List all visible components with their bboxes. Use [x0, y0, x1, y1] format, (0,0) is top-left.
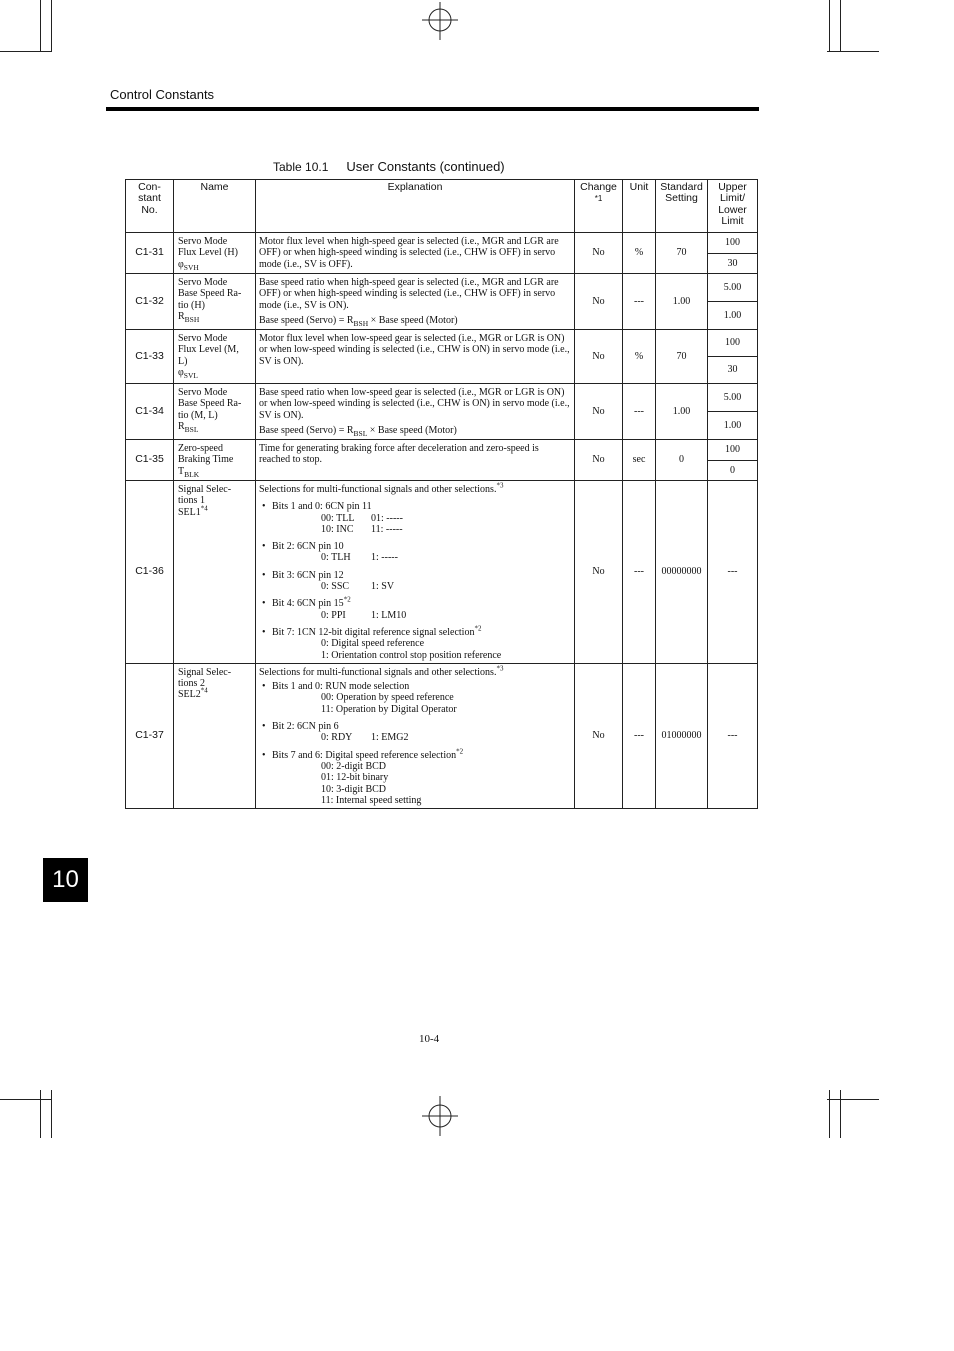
- col-change: Change *1: [575, 180, 623, 233]
- constant-no: C1-32: [126, 274, 174, 330]
- constant-no: C1-36: [126, 481, 174, 664]
- header-rule: [106, 107, 759, 111]
- unit-value: ---: [623, 663, 656, 808]
- upper-limit: 100: [708, 233, 757, 254]
- standard-value: 0: [656, 440, 708, 481]
- upper-limit: 5.00: [708, 384, 757, 412]
- explanation: Base speed ratio when low-speed gear is selected (i.e., MGR or LGR is ON) or when low-speed winding is selected (i.e., CHW is ON) in servo mode (i.e., SV is ON). Base speed (Servo) = $R_{BSL}$ × Base speed (Motor): [256, 384, 575, 440]
- standard-value: 01000000: [656, 663, 708, 808]
- constant-name: Signal Selec- tions 2 SEL2$^{*4}$: [174, 663, 256, 808]
- lower-limit: 1.00: [723, 309, 742, 321]
- table-row: [126, 663, 758, 808]
- bit-item: • Bits 1 and 0: 6CN pin 11: [259, 501, 572, 512]
- col-name: Name: [174, 180, 256, 233]
- constant-name: Servo Mode Base Speed Ra- tio (M, L) $R_{BSL}$: [174, 384, 256, 440]
- limits: [708, 384, 758, 440]
- table-row: [126, 330, 758, 384]
- lower-limit: 30: [727, 257, 738, 269]
- limits: [708, 330, 758, 384]
- upper-limit: 100: [708, 440, 757, 461]
- limits: [708, 233, 758, 274]
- lower-limit: 0: [730, 464, 735, 476]
- unit-value: sec: [623, 440, 656, 481]
- constant-name: Signal Selec- tions 1 SEL1$^{*4}$: [174, 481, 256, 664]
- unit-value: ---: [623, 481, 656, 664]
- col-unit: Unit: [623, 180, 656, 233]
- standard-value: 00000000: [656, 481, 708, 664]
- constant-no: C1-34: [126, 384, 174, 440]
- bit-item: • Bit 2: 6CN pin 6: [259, 721, 572, 732]
- unit-value: %: [623, 330, 656, 384]
- explanation: Base speed ratio when high-speed gear is selected (i.e., MGR and LGR are OFF) or when high-speed winding is selected (i.e., CHW is OFF) in servo mode (i.e., SV is ON). Base speed (Servo) = $R_{BSH}$ × Base speed (Motor): [256, 274, 575, 330]
- standard-value: 1.00: [656, 274, 708, 330]
- explanation: Motor flux level when high-speed gear is selected (i.e., MGR and LGR are OFF) or when high-speed winding is selected (i.e., CHW is OFF) in servo mode (i.e., SV is OFF).: [256, 233, 575, 274]
- change-value: No: [575, 384, 623, 440]
- table-row: [126, 233, 758, 274]
- col-explanation: Explanation: [256, 180, 575, 233]
- change-value: No: [575, 233, 623, 274]
- table-row: [126, 481, 758, 664]
- standard-value: 70: [656, 233, 708, 274]
- header-row: [126, 180, 758, 233]
- lower-limit: 30: [727, 364, 738, 376]
- limits: [708, 274, 758, 330]
- registration-mark-top: [420, 2, 460, 42]
- explanation: Motor flux level when low-speed gear is selected (i.e., MGR or LGR is ON) or when low-speed winding is selected (i.e., CHW is ON) in servo mode (i.e., SV is ON).: [256, 330, 575, 384]
- explanation: Selections for multi-functional signals and other selections.$^{*3}$ • Bits 1 and 0: 6CN pin 11 00: TLL 01: ----- 10: INC 11: ----- • Bit 2: 6CN pin 10 0: TLH 1: ----- • Bit 3: 6CN pin 12 0: SSC 1: SV • Bit 4: 6CN pin 15$^{*2}$ 0: PPI 1: LM10 • Bit 7: 1CN 12-bit digital reference signal selection$^{*2}$ 0: Digital speed reference 1: Orientation control stop position reference: [256, 481, 575, 664]
- unit-value: ---: [623, 384, 656, 440]
- constant-name: Servo Mode Base Speed Ra- tio (H) $R_{BSH}$: [174, 274, 256, 330]
- constant-no: C1-35: [126, 440, 174, 481]
- section-title: Control Constants: [110, 87, 215, 102]
- bit-item: • Bits 1 and 0: RUN mode selection: [259, 681, 572, 692]
- bit-item: • Bit 4: 6CN pin 15$^{*2}$: [259, 598, 572, 609]
- chapter-tab: 10: [43, 858, 88, 902]
- limits: ---: [708, 481, 758, 664]
- constant-name: Servo Mode Flux Level (H) $\varphi_{SVH}$: [174, 233, 256, 274]
- limits: ---: [708, 663, 758, 808]
- table-label: Table 10.1: [273, 160, 329, 174]
- change-value: No: [575, 663, 623, 808]
- unit-value: %: [623, 233, 656, 274]
- table-row: [126, 440, 758, 481]
- standard-value: 1.00: [656, 384, 708, 440]
- col-limits: Upper Limit/ Lower Limit: [708, 180, 758, 233]
- explanation: Time for generating braking force after deceleration and zero-speed is reached to stop.: [256, 440, 575, 481]
- change-value: No: [575, 440, 623, 481]
- unit-value: ---: [623, 274, 656, 330]
- constant-no: C1-33: [126, 330, 174, 384]
- change-value: No: [575, 330, 623, 384]
- user-constants-table: [125, 179, 758, 809]
- change-value: No: [575, 274, 623, 330]
- table-title: User Constants (continued): [346, 159, 505, 174]
- constant-name: Servo Mode Flux Level (M, L) $\varphi_{SVL}$: [174, 330, 256, 384]
- bit-item: • Bits 7 and 6: Digital speed reference selection$^{*2}$: [259, 750, 572, 761]
- page-number: 10-4: [419, 1033, 440, 1045]
- bit-item: • Bit 7: 1CN 12-bit digital reference signal selection$^{*2}$: [259, 627, 572, 638]
- upper-limit: 5.00: [708, 274, 757, 302]
- bit-item: • Bit 3: 6CN pin 12: [259, 570, 572, 581]
- constant-no: C1-31: [126, 233, 174, 274]
- registration-mark-bottom: [420, 1096, 460, 1136]
- table-caption: [273, 159, 505, 174]
- col-constant-no: Con- stant No.: [126, 180, 174, 233]
- col-standard-setting: Standard Setting: [656, 180, 708, 233]
- lower-limit: 1.00: [723, 419, 742, 431]
- change-value: No: [575, 481, 623, 664]
- table-row: [126, 384, 758, 440]
- upper-limit: 100: [708, 330, 757, 357]
- constant-name: Zero-speed Braking Time $T_{BLK}$: [174, 440, 256, 481]
- limits: [708, 440, 758, 481]
- standard-value: 70: [656, 330, 708, 384]
- constant-no: C1-37: [126, 663, 174, 808]
- table-row: [126, 274, 758, 330]
- explanation: Selections for multi-functional signals and other selections.$^{*3}$ • Bits 1 and 0: RUN mode selection 00: Operation by speed reference 11: Operation by Digital Operator • Bit 2: 6CN pin 6 0: RDY 1: EMG2 • Bits 7 and 6: Digital speed reference selection$^{*2}$ 00: 2-digit BCD 01: 12-bit binary 10: 3-digit BCD 11: Internal speed setting: [256, 663, 575, 808]
- bit-item: • Bit 2: 6CN pin 10: [259, 541, 572, 552]
